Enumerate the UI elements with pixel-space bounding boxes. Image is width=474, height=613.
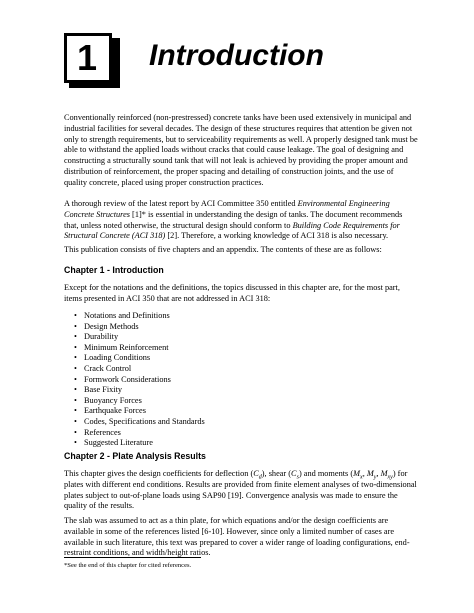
chapter-1-paragraph-text: Except for the notations and the definitions, the topics discussed in this chapter are, for the most part, items presented in ACI 350 that are not addressed in ACI 318: xyxy=(64,283,400,303)
list-item: • Codes, Specifications and Standards xyxy=(74,417,205,428)
intro-p2-italic-2: Building Code Requirements for Structural Concrete (ACI 318) xyxy=(64,220,400,241)
chapter-box-shadow-right xyxy=(112,38,120,88)
chapter-title: Introduction xyxy=(149,39,324,72)
ch2-p1-text: ), shear ( xyxy=(261,469,292,478)
footnote: *See the end of this chapter for cited references. xyxy=(64,562,192,569)
list-item: • Buoyancy Forces xyxy=(74,396,205,407)
chapter-1-heading: Chapter 1 - Introduction xyxy=(64,265,164,275)
ch2-p1-subscript: x xyxy=(360,474,363,481)
chapter-2-heading: Chapter 2 - Plate Analysis Results xyxy=(64,451,206,461)
ch2-p1-subscript: d xyxy=(258,474,262,481)
intro-p2-text-2: [1]* is essential in understanding the design of tanks. The document recommends that, unless noted otherwise, the structural design should conform to xyxy=(64,209,403,230)
chapter-2-paragraph-1 xyxy=(64,469,418,512)
ch2-p1-subscript: y xyxy=(373,474,377,481)
ch2-p1-text: ) for plates with different end conditions. Results are provided from finite element analyses of two-dimensional plates subject to out-of-plane loads using SAP90 [19]. Convergence analysis was made to ensure the quality of the results. xyxy=(64,469,417,511)
list-item: • Minimum Reinforcement xyxy=(74,343,205,354)
ch2-p1-text: ) and moments ( xyxy=(298,469,354,478)
list-item: • Earthquake Forces xyxy=(74,406,205,417)
intro-paragraph-1-text: Conventionally reinforced (non-prestressed) concrete tanks have been used extensively in municipal and industrial facilities for several decades. The design of these structures requires that attention be given not only to strength requirements, but to serviceability requirements as well. A properly designed tank must be able to withstand the applied loads without cracks that could cause leakage. The goal of designing and constructing a structurally sound tank that will not leak is achieved by providing the proper amount and distribution of reinforcement, the proper spacing and detailing of construction joints, and the use of quality concrete, placed using proper construction practices. xyxy=(64,113,418,187)
intro-paragraph-1 xyxy=(64,113,418,189)
intro-paragraph-3-text: This publication consists of five chapters and an appendix. The contents of these are as follows: xyxy=(64,245,382,254)
ch2-p1-symbol: C xyxy=(291,469,297,478)
list-item: • Base Fixity xyxy=(74,385,205,396)
chapter-number: 1 xyxy=(77,37,98,78)
list-item: • Formwork Considerations xyxy=(74,375,205,386)
intro-p2-italic-1: Environmental Engineering Concrete Structures xyxy=(64,199,390,219)
intro-paragraph-2 xyxy=(64,199,418,242)
list-item: • Suggested Literature xyxy=(74,438,205,449)
ch2-p1-text: , xyxy=(362,469,367,478)
list-item: • Loading Conditions xyxy=(74,353,205,364)
ch2-p1-subscript: s xyxy=(296,474,299,481)
ch2-p1-text: This chapter gives the design coefficients for deflection ( xyxy=(64,469,254,478)
list-item: • Durability xyxy=(74,332,205,343)
ch2-p1-symbol: C xyxy=(253,469,259,478)
intro-p2-text-1: A thorough review of the latest report by ACI Committee 350 entitled xyxy=(64,199,298,208)
ch2-p1-subscript: xy xyxy=(387,474,393,481)
ch2-p1-symbol: M xyxy=(366,469,374,478)
list-item: • References xyxy=(74,428,205,439)
ch2-p1-text: , xyxy=(376,469,381,478)
ch2-p1-symbol: M xyxy=(353,469,361,478)
list-item: • Design Methods xyxy=(74,322,205,333)
chapter-2-paragraph-2-text: The slab was assumed to act as a thin plate, for which equations and/or the design coefficients are available in some of the references listed [6-10]. However, since only a limited number of cases are available in such literature, this text was prepared to cover a wider range of loading configurations, end-restraint conditions, and width/height ratios. xyxy=(64,516,410,558)
chapter-box-shadow-bottom xyxy=(69,83,120,88)
chapter-1-paragraph xyxy=(64,283,418,305)
intro-p2-text-3: [2]. Therefore, a working knowledge of ACI 318 is also necessary. xyxy=(165,231,389,241)
chapter-1-topic-list xyxy=(74,311,205,449)
footnote-divider xyxy=(64,557,201,558)
list-item: • Notations and Definitions xyxy=(74,311,205,322)
intro-paragraph-3 xyxy=(64,245,418,256)
chapter-number-box xyxy=(64,33,112,83)
chapter-2-paragraph-2 xyxy=(64,516,418,559)
list-item: • Crack Control xyxy=(74,364,205,375)
ch2-p1-symbol: M xyxy=(380,469,388,478)
